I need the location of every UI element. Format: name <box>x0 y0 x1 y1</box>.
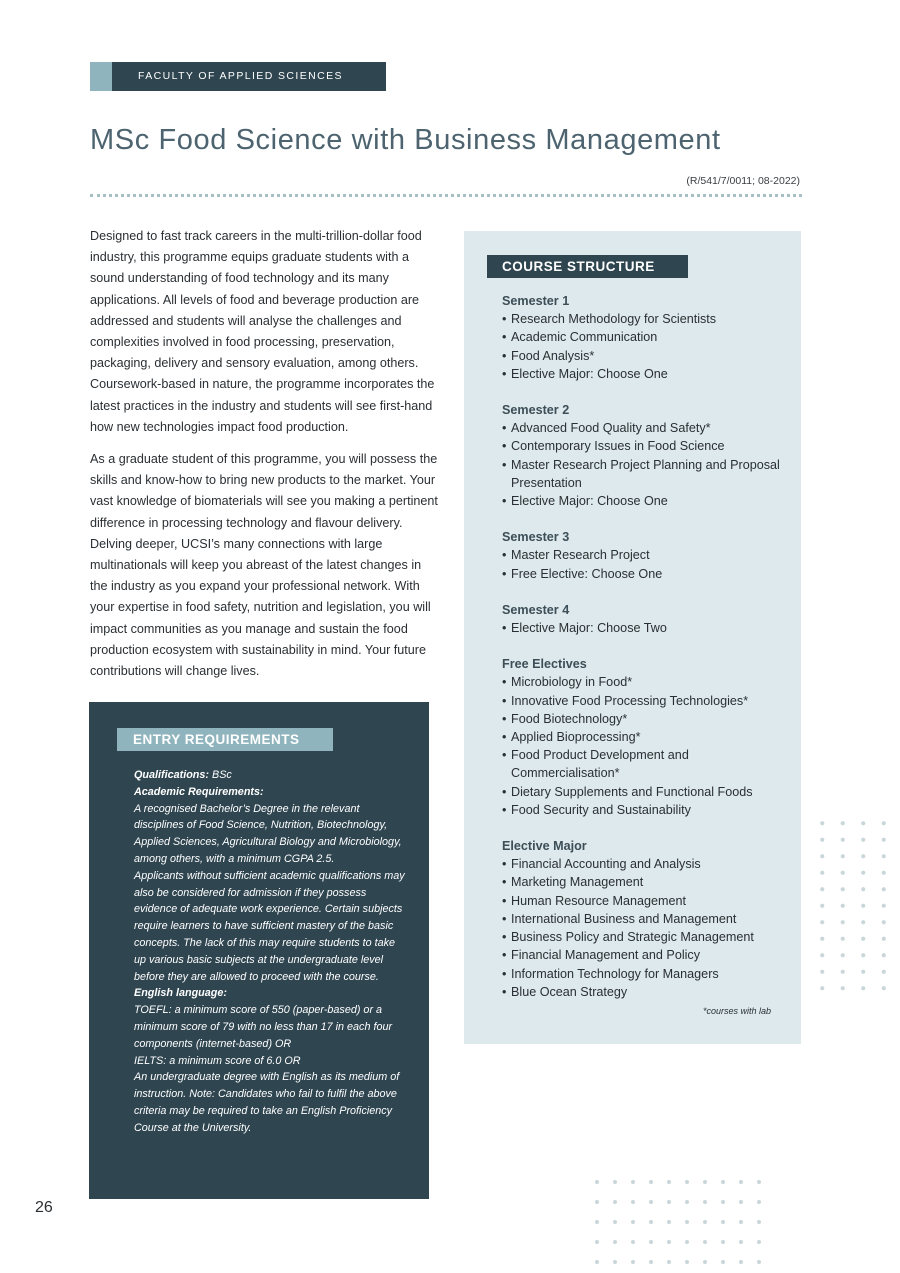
intro-paragraph: Designed to fast track careers in the multi-trillion-dollar food industry, this programme equips graduate students with a sound understanding of food technology and its many applications. All levels of food and beverage production are addressed and students will analyse the challenges and complexities involved in food processing, preservation, packaging, delivery and sensory evaluation, among others. Coursework-based in nature, the programme incorporates the latest practices in the industry and students will see first-hand how new technologies impact food production. <box>90 229 435 434</box>
course-list <box>502 419 792 510</box>
semester-title: Semester 4 <box>502 602 570 617</box>
semester-title: Semester 3 <box>502 530 570 545</box>
course-item: • Advanced Food Quality and Safety* <box>502 419 792 437</box>
course-item: • Food Security and Sustainability <box>502 801 792 819</box>
qualifications-row <box>134 767 409 784</box>
course-structure-panel <box>464 231 801 1044</box>
course-item: • Master Research Project <box>502 546 792 564</box>
course-item: • Information Technology for Managers <box>502 965 792 983</box>
course-item: • Human Resource Management <box>502 892 792 910</box>
qualifications-label: Qualifications: <box>134 769 209 781</box>
course-item: • Contemporary Issues in Food Science <box>502 437 792 455</box>
faculty-label: FACULTY OF APPLIED SCIENCES <box>138 70 343 82</box>
course-item: • Innovative Food Processing Technologies* <box>502 692 792 710</box>
academic-requirements-label: Academic Requirements: <box>134 785 264 798</box>
english-language-text-3: An undergraduate degree with English as its medium of instruction. Note: Candidates who fail to fulfil the above criteria may be required to take an English Proficiency Course at the University. <box>134 1071 400 1134</box>
reference-code: (R/541/7/0011; 08-2022) <box>686 175 800 187</box>
intro-paragraph: As a graduate student of this programme, you will possess the skills and know-how to bring new products to the market. Your vast knowledge of biomaterials will see you making a pertinent difference in processing technology and flavour delivery. Delving deeper, UCSI’s many connections with large multinationals will keep you abreast of the latest changes in the industry as you expand your professional network. With your expertise in food safety, nutrition and legislation, you will impact communities as you manage and sustain the food production ecosystem with sustainability in mind. Your future contributions will change lives. <box>90 452 438 679</box>
course-list <box>502 673 792 819</box>
course-item: • Food Analysis* <box>502 347 792 365</box>
semester-title: Elective Major <box>502 839 587 854</box>
semester-title: Semester 2 <box>502 403 570 418</box>
english-language-text-2: IELTS: a minimum score of 6.0 OR <box>134 1054 301 1067</box>
course-item: • Blue Ocean Strategy <box>502 983 792 1001</box>
dotted-divider <box>90 194 802 197</box>
course-item: • Financial Accounting and Analysis <box>502 855 792 873</box>
course-item: • Elective Major: Choose One <box>502 365 792 383</box>
academic-requirements-text: A recognised Bachelor’s Degree in the relevant disciplines of Food Science, Nutrition, Biotechnology, Applied Sciences, Agricultural Biology and Microbiology, among others, with a minimum CGPA 2.5. <box>134 802 402 865</box>
academic-requirements-text-2: Applicants without sufficient academic qualifications may also be considered for admission if they possess evidence of adequate work experience. Certain subjects require learners to have sufficient mastery of the basic concepts. The lack of this may require students to take up various basic subjects at the undergraduate level before they are allowed to proceed with the course. <box>134 869 405 983</box>
entry-requirements-panel <box>89 702 429 1199</box>
course-list <box>502 619 792 637</box>
decorative-dot-grid <box>812 815 894 995</box>
course-item: • Research Methodology for Scientists <box>502 310 792 328</box>
course-item: • Food Product Development and Commercialisation* <box>502 746 792 782</box>
semester-block <box>502 528 792 583</box>
english-language-text: TOEFL: a minimum score of 550 (paper-based) or a minimum score of 79 with no less than 17 in each four components (internet-based) OR <box>134 1004 393 1050</box>
faculty-banner-accent <box>90 62 112 91</box>
semester-block <box>502 401 792 510</box>
course-list <box>502 546 792 582</box>
entry-requirements-content <box>134 767 409 1137</box>
semester-title: Free Electives <box>502 657 587 672</box>
faculty-banner <box>90 62 386 91</box>
qualifications-value: BSc <box>212 769 232 781</box>
page-title: MSc Food Science with Business Management <box>90 124 721 156</box>
course-list <box>502 310 792 383</box>
english-language-label: English language: <box>134 987 227 1000</box>
course-item: • Microbiology in Food* <box>502 673 792 691</box>
intro-text <box>90 226 440 693</box>
course-item: • Food Biotechnology* <box>502 710 792 728</box>
decorative-dot-grid <box>588 1172 768 1273</box>
course-item: • International Business and Management <box>502 910 792 928</box>
entry-requirements-heading: ENTRY REQUIREMENTS <box>117 728 333 751</box>
semester-title: Semester 1 <box>502 294 570 308</box>
course-item: • Elective Major: Choose One <box>502 492 792 510</box>
course-item: • Applied Bioprocessing* <box>502 728 792 746</box>
course-item: • Academic Communication <box>502 328 792 346</box>
course-item: • Financial Management and Policy <box>502 946 792 964</box>
semester-block <box>502 292 792 383</box>
semester-block <box>502 837 792 1001</box>
course-item: • Free Elective: Choose One <box>502 565 792 583</box>
course-item: • Marketing Management <box>502 873 792 891</box>
course-item: • Dietary Supplements and Functional Foods <box>502 783 792 801</box>
course-list <box>502 855 792 1001</box>
lab-footnote: *courses with lab <box>702 1006 771 1016</box>
page-number: 26 <box>35 1199 53 1216</box>
semester-block <box>502 601 792 637</box>
course-structure-list <box>502 292 792 1019</box>
semester-block <box>502 655 792 819</box>
course-item: • Elective Major: Choose Two <box>502 619 792 637</box>
course-item: • Business Policy and Strategic Management <box>502 928 792 946</box>
course-item: • Master Research Project Planning and Proposal Presentation <box>502 456 792 492</box>
course-structure-heading: COURSE STRUCTURE <box>487 255 688 278</box>
